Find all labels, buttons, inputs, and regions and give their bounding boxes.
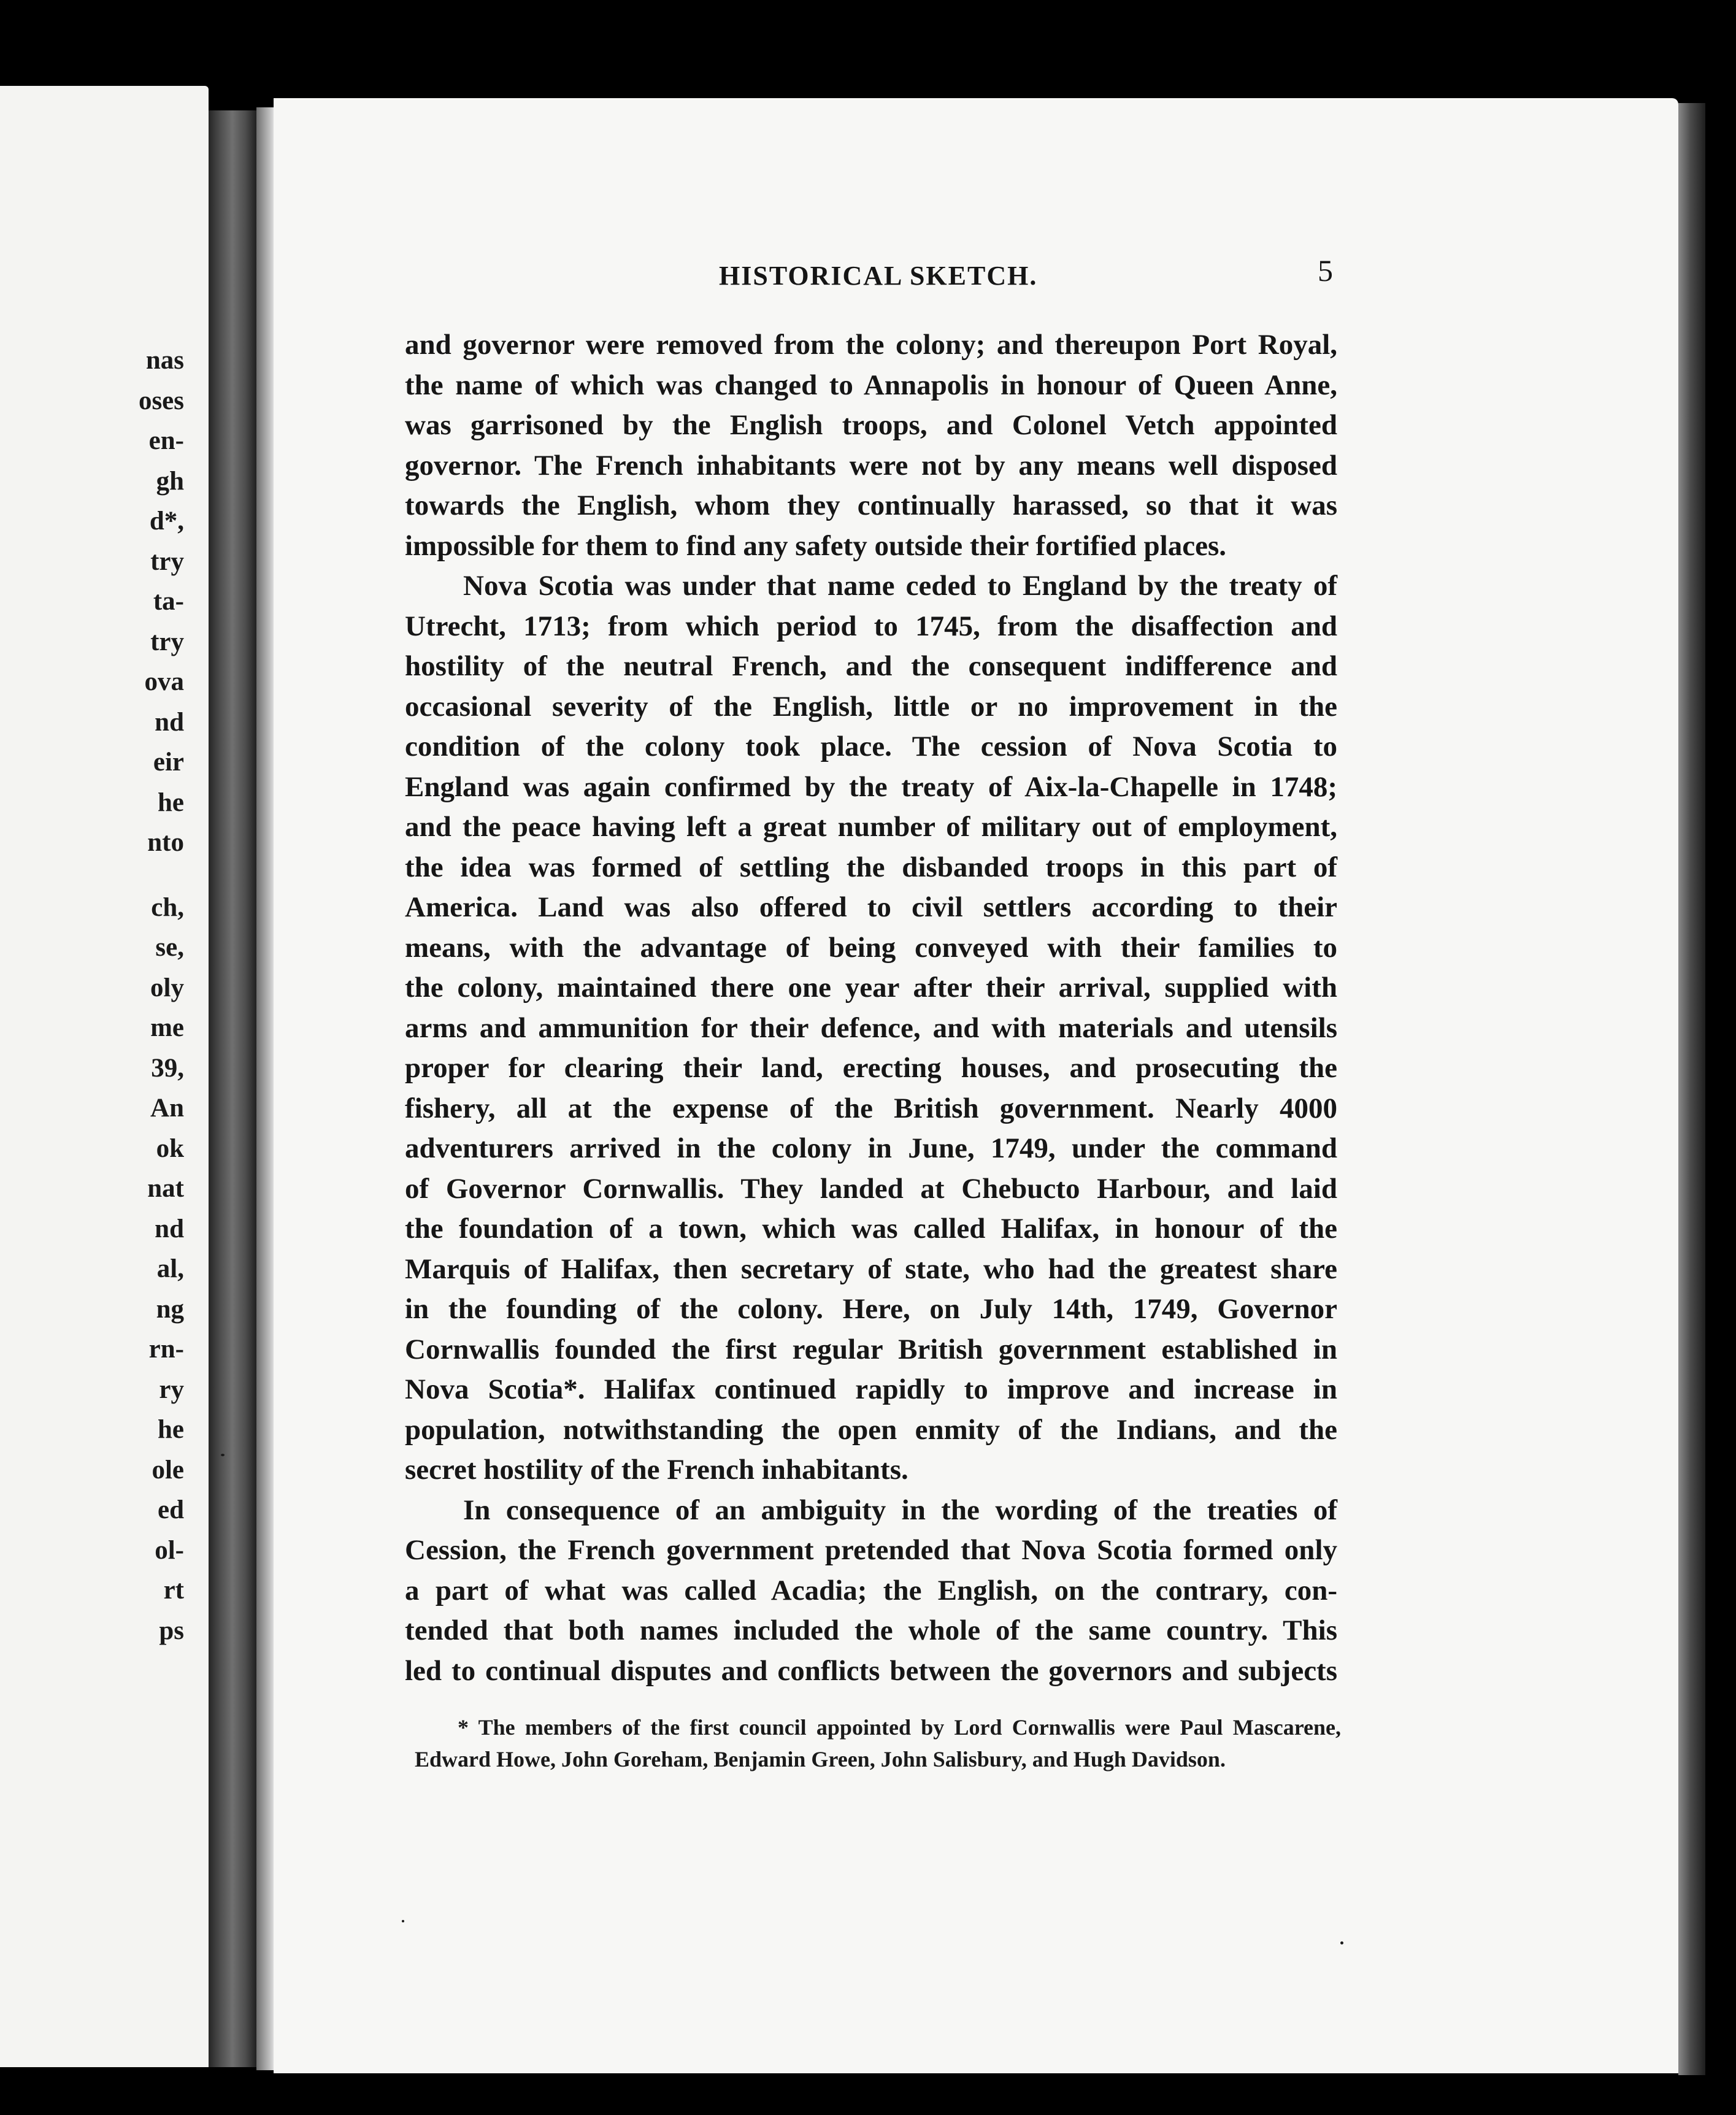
text-line: fishery, all at the expense of the British government. Nearly 4000 bbox=[405, 1092, 1337, 1124]
text-line: of Governor Cornwallis. They landed at Chebucto Harbour, and laid bbox=[405, 1172, 1337, 1205]
paragraph bbox=[405, 1491, 1337, 1692]
left-page-fragment: ng bbox=[156, 1294, 184, 1324]
text-line: led to continual disputes and conflicts between the governors and subjects bbox=[405, 1654, 1337, 1687]
running-header: HISTORICAL SKETCH. bbox=[719, 261, 1038, 291]
footnote bbox=[415, 1711, 1341, 1775]
scan-speck bbox=[402, 1920, 404, 1922]
left-page-fragment: rn- bbox=[148, 1335, 184, 1364]
text-line: was garrisoned by the English troops, and Colonel Vetch appointed bbox=[405, 409, 1337, 441]
text-line: Cornwallis founded the first regular British government established in bbox=[405, 1333, 1337, 1365]
left-page-fragment: gh bbox=[156, 466, 184, 496]
left-page-fragment: try bbox=[150, 627, 184, 656]
left-page-fragment: en- bbox=[148, 426, 184, 455]
scan-speck bbox=[1340, 1941, 1343, 1944]
left-page-fragment: An bbox=[150, 1094, 184, 1123]
text-line: Nova Scotia*. Halifax continued rapidly to improve and increase in bbox=[405, 1373, 1337, 1405]
left-page-fragment: me bbox=[150, 1013, 184, 1042]
left-page-fragment: nd bbox=[155, 1214, 184, 1243]
page-number: 5 bbox=[1318, 253, 1333, 288]
text-line: towards the English, whom they continually harassed, so that it was bbox=[405, 489, 1337, 521]
left-page-fragment: al, bbox=[156, 1254, 184, 1283]
left-page-fragment: oly bbox=[150, 973, 184, 1002]
left-page-fragment: se, bbox=[155, 933, 184, 962]
gutter-shadow bbox=[256, 107, 275, 2070]
left-page-fragment: rt bbox=[163, 1576, 184, 1605]
left-page-fragment: d*, bbox=[149, 507, 184, 535]
text-line: and governor were removed from the colony; and thereupon Port Royal, bbox=[405, 329, 1337, 361]
left-page-fragment: he bbox=[158, 788, 184, 817]
left-page-fragment: nto bbox=[147, 828, 184, 857]
text-line: the colony, maintained there one year after their arrival, supplied with bbox=[405, 972, 1337, 1004]
page-edge-shadow bbox=[1678, 103, 1705, 2075]
body-text bbox=[405, 325, 1337, 1691]
text-line: the foundation of a town, which was called Halifax, in honour of the bbox=[405, 1213, 1337, 1245]
text-line: adventurers arrived in the colony in June, 1749, under the command bbox=[405, 1132, 1337, 1164]
left-page-fragment: try bbox=[150, 547, 184, 576]
text-line: secret hostility of the French inhabitants. bbox=[405, 1454, 908, 1486]
left-page-fragment: he bbox=[158, 1415, 184, 1444]
text-line: impossible for them to find any safety outside their fortified places. bbox=[405, 529, 1226, 562]
left-page-fragment: ed bbox=[158, 1495, 184, 1524]
left-page-fragment: ova bbox=[144, 667, 184, 696]
left-page-fragment: eir bbox=[153, 748, 184, 777]
text-line: tended that both names included the whole of the same country. This bbox=[405, 1614, 1337, 1646]
text-line: hostility of the neutral French, and the consequent indifference and bbox=[405, 650, 1337, 682]
left-page-text-fragments bbox=[0, 340, 184, 1651]
scan-speck bbox=[221, 1454, 225, 1456]
footnote-line: * The members of the first council appointed by Lord Cornwallis were Paul Mascarene, bbox=[458, 1715, 1341, 1740]
text-line: proper for clearing their land, erecting houses, and prosecuting the bbox=[405, 1052, 1337, 1084]
left-page-fragment: ol- bbox=[155, 1535, 184, 1565]
left-page-fragment: nat bbox=[147, 1174, 184, 1203]
paragraph bbox=[405, 325, 1337, 566]
footnote-line: Edward Howe, John Goreham, Benjamin Green, John Salisbury, and Hugh Davidson. bbox=[415, 1747, 1226, 1771]
text-line: occasional severity of the English, little or no improvement in the bbox=[405, 690, 1337, 723]
paragraph bbox=[405, 566, 1337, 1491]
text-line: America. Land was also offered to civil settlers according to their bbox=[405, 891, 1337, 923]
book-spine bbox=[209, 110, 256, 2067]
text-line: and the peace having left a great number of military out of employment, bbox=[405, 811, 1337, 843]
left-page-fragment: ok bbox=[156, 1134, 184, 1163]
text-line: condition of the colony took place. The cession of Nova Scotia to bbox=[405, 731, 1337, 762]
text-line: the name of which was changed to Annapolis in honour of Queen Anne, bbox=[405, 369, 1337, 401]
text-line: means, with the advantage of being conveyed with their families to bbox=[405, 931, 1337, 964]
text-line: population, notwithstanding the open enmity of the Indians, and the bbox=[405, 1413, 1337, 1446]
left-page-fragment: oses bbox=[138, 386, 184, 415]
left-page-fragment: nd bbox=[155, 707, 184, 737]
text-line: the idea was formed of settling the disbanded troops in this part of bbox=[405, 851, 1337, 883]
left-page-fragment: nas bbox=[145, 346, 184, 375]
left-page-fragment: ry bbox=[159, 1375, 184, 1404]
left-page-fragment: ch, bbox=[151, 892, 184, 922]
left-page-fragment: ps bbox=[159, 1616, 184, 1645]
text-line: a part of what was called Acadia; the English, on the contrary, con- bbox=[405, 1574, 1337, 1606]
text-line: governor. The French inhabitants were not by any means well disposed bbox=[405, 449, 1337, 482]
text-line: Utrecht, 1713; from which period to 1745, from the disaffection and bbox=[405, 610, 1337, 642]
text-line: Marquis of Halifax, then secretary of state, who had the greatest share bbox=[405, 1253, 1337, 1285]
left-page-fragment: ole bbox=[152, 1455, 184, 1484]
text-line: England was again confirmed by the treaty of Aix-la-Chapelle in 1748; bbox=[405, 770, 1337, 803]
left-page-fragment: 39, bbox=[151, 1053, 184, 1083]
text-line: arms and ammunition for their defence, and with materials and utensils bbox=[405, 1011, 1337, 1044]
left-page bbox=[0, 86, 209, 2067]
text-line: In consequence of an ambiguity in the wording of the treaties of bbox=[463, 1494, 1337, 1526]
text-line: in the founding of the colony. Here, on July 14th, 1749, Governor bbox=[405, 1293, 1337, 1325]
left-page-fragment bbox=[0, 863, 184, 888]
text-line: Nova Scotia was under that name ceded to England by the treaty of bbox=[463, 570, 1337, 602]
text-line: Cession, the French government pretended that Nova Scotia formed only bbox=[405, 1534, 1337, 1566]
left-page-fragment: ta- bbox=[153, 587, 184, 616]
